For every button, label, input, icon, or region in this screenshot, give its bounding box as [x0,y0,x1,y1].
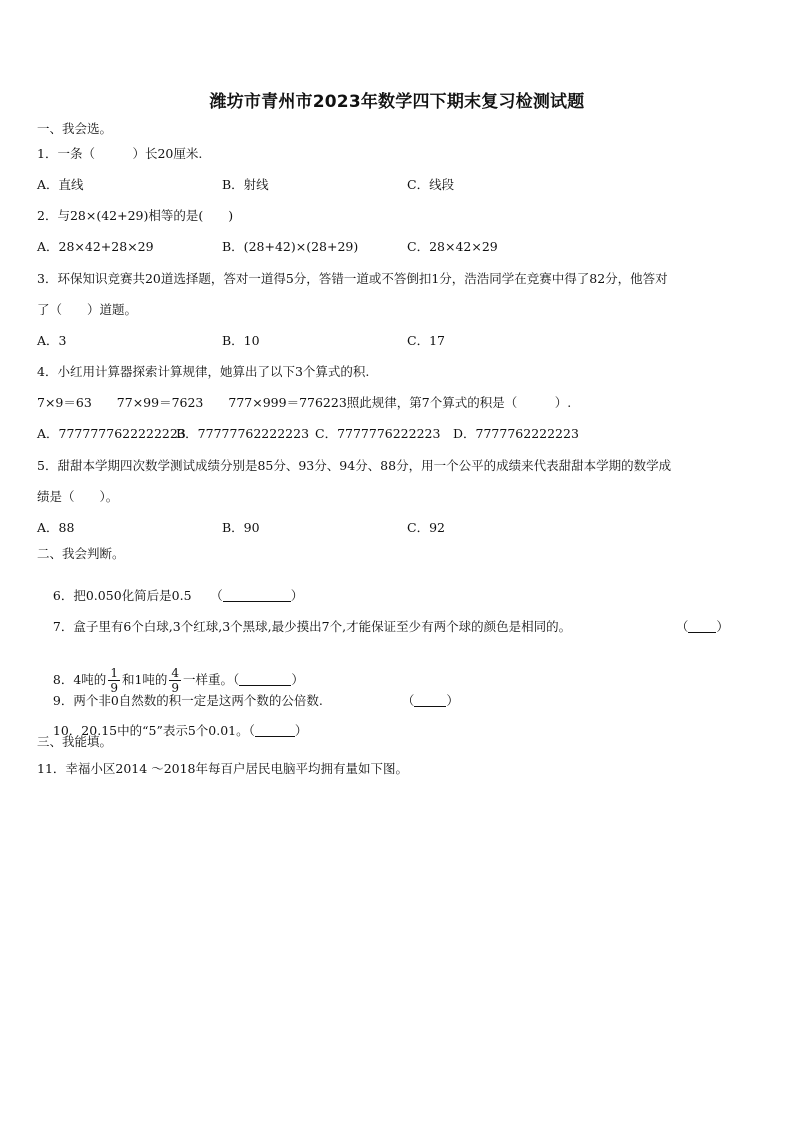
section-heading-choose: 一、我会选。 [37,121,113,136]
q2-option-c: C．28×42×29 [407,239,498,254]
question-4-stem-line-2: 7×9＝63 77×99＝7623 777×999＝776223照此规律，第7个算式的积是（ ）. [37,395,572,410]
q5-option-c: C．92 [407,520,445,535]
question-7-open: （ [675,619,689,634]
q3-option-b: B．10 [222,333,260,348]
q2-option-a: A．28×42+28×29 [37,239,154,254]
question-6-close: ） [290,588,304,603]
q1-option-c: C．线段 [407,177,455,192]
question-10-close: ） [294,723,308,738]
answer-blank-10[interactable] [255,724,295,737]
q1-option-b: B．射线 [222,177,269,192]
fraction-2-denominator: 9 [171,681,180,695]
section-heading-fill: 三、我能填。 [37,734,113,749]
page-title: 潍坊市青州市2023年数学四下期末复习检测试题 [209,92,585,112]
question-10-text: 10．20.15中的“5”表示5个0.01。（ [52,723,255,738]
question-2-stem: 2．与28×(42+29)相等的是( ) [37,208,234,223]
question-8-prefix: 8．4吨的 [52,672,107,687]
question-1-stem: 1．一条（ ）长20厘米. [37,146,203,161]
q5-option-b: B．90 [222,520,260,535]
question-9-text: 9．两个非0自然数的积一定是这两个数的公倍数. [52,693,323,708]
fraction-2-numerator: 4 [171,666,180,680]
fraction-1-numerator: 1 [110,666,118,680]
question-7-close: ） [716,619,729,634]
q4-option-a: A．7777777622222223 [37,426,186,441]
question-8-suffix: 一样重。（ [183,672,240,687]
fraction-1-denominator: 9 [110,681,118,695]
q4-option-b: B．77777762222223 [176,426,310,441]
question-8-middle: 和1吨的 [121,672,168,687]
q3-option-a: A．3 [37,333,67,348]
q3-option-c: C．17 [407,333,445,348]
q5-option-a: A．88 [37,520,75,535]
answer-blank-9[interactable] [414,694,446,707]
q2-option-b: B．(28+42)×(28+29) [222,239,359,254]
question-7-answer [660,603,729,651]
answer-blank-7[interactable] [688,620,716,633]
q4-option-d: D．7777762222223 [453,426,579,441]
question-5-stem-line-2: 绩是（ ）。 [37,489,119,504]
question-9-open: （ [401,693,415,708]
question-4-stem-line-1: 4．小红用计算器探索计算规律，她算出了以下3个算式的积. [37,364,370,379]
answer-blank-6[interactable] [223,589,291,602]
q1-option-a: A．直线 [37,177,84,192]
q4-option-c: C．7777776222223 [315,426,441,441]
question-9-answer [386,677,459,725]
question-5-stem-line-1: 5．甜甜本学期四次数学测试成绩分别是85分、93分、94分、88分，用一个公平的成绩来代表甜甜本学期的数学成 [37,458,672,473]
question-11-text: 11．幸福小区2014 ～2018年每百户居民电脑平均拥有量如下图。 [37,761,409,776]
question-9-close: ） [446,693,459,708]
question-3-stem-line-1: 3．环保知识竞赛共20道选择题，答对一道得5分，答错一道或不答倒扣1分，浩浩同学在竞赛中得了82分，他答对 [37,271,668,286]
question-6-text: 6．把0.050化简后是0.5 （ [52,588,223,603]
section-heading-judge: 二、我会判断。 [37,546,125,561]
question-3-stem-line-2: 了（ ）道题。 [37,302,138,317]
question-8-close: ） [291,672,304,687]
question-7-text: 7．盒子里有6个白球,3个红球,3个黑球,最少摸出7个,才能保证至少有两个球的颜色是相同的。 [52,619,572,634]
